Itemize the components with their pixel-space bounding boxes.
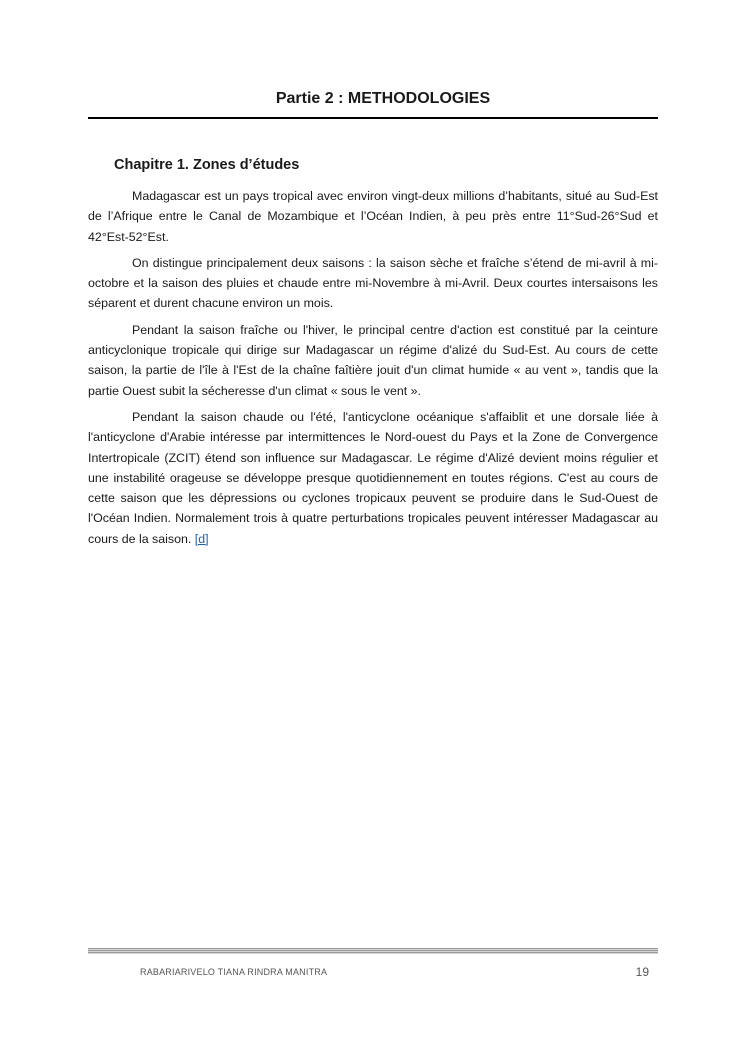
paragraph-location: Madagascar est un pays tropical avec environ vingt-deux millions d’habitants, situé au Sud-Est de l’Afrique entre le Canal de Mozambique et l’Océan Indien, à peu près entre 11°Sud-26°Sud et 42°Est-52°Est. [88, 189, 658, 244]
paragraph-hot-season-text: Pendant la saison chaude ou l'été, l'anticyclone océanique s'affaiblit et une dorsale liée à l'anticyclone d'Arabie intéresse par intermittences le Nord-ouest du Pays et la Zone de Convergence Intertropicale (ZCIT) étend son influence sur Madagascar. Le régime d'Alizé devient moins régulier et une instabilité orageuse se développe presque quotidiennement en toutes régions. C'est au cours de cette saison que les dépressions ou cyclones tropicaux peuvent se produire dans le Sud-Ouest de l'Océan Indien. Normalement trois à quatre perturbations tropicales peuvent intéresser Madagascar au cours de la saison. [88, 409, 658, 546]
body-text [88, 186, 658, 555]
footer-author: RABARIARIVELO TIANA RINDRA MANITRA [140, 967, 328, 977]
chapter-heading: Chapitre 1. Zones d’études [114, 157, 300, 173]
footer-divider [88, 948, 658, 954]
title-divider [88, 117, 658, 119]
page-number: 19 [635, 965, 649, 979]
paragraph-seasons: On distingue principalement deux saisons : la saison sèche et fraîche s’étend de mi-avril à mi-octobre et la saison des pluies et chaude entre mi-Novembre à mi-Avril. Deux courtes intersaisons les séparent et durent chacune environ un mois. [88, 255, 658, 311]
paragraph-cool-season: Pendant la saison fraîche ou l'hiver, le principal centre d'action est constitué par la ceinture anticyclonique tropicale qui dirige sur Madagascar un régime d'alizé du Sud-Est. Au cours de cette saison, la partie de l'île à l'Est de la chaîne faîtière jouit d'un climat humide « au vent », tandis que la partie Ouest subit la sécheresse d'un climat « sous le vent ». [88, 322, 658, 398]
paragraph-hot-season [88, 407, 658, 549]
page-title: Partie 2 : METHODOLOGIES [275, 90, 491, 107]
reference-link[interactable]: [d] [194, 531, 209, 546]
